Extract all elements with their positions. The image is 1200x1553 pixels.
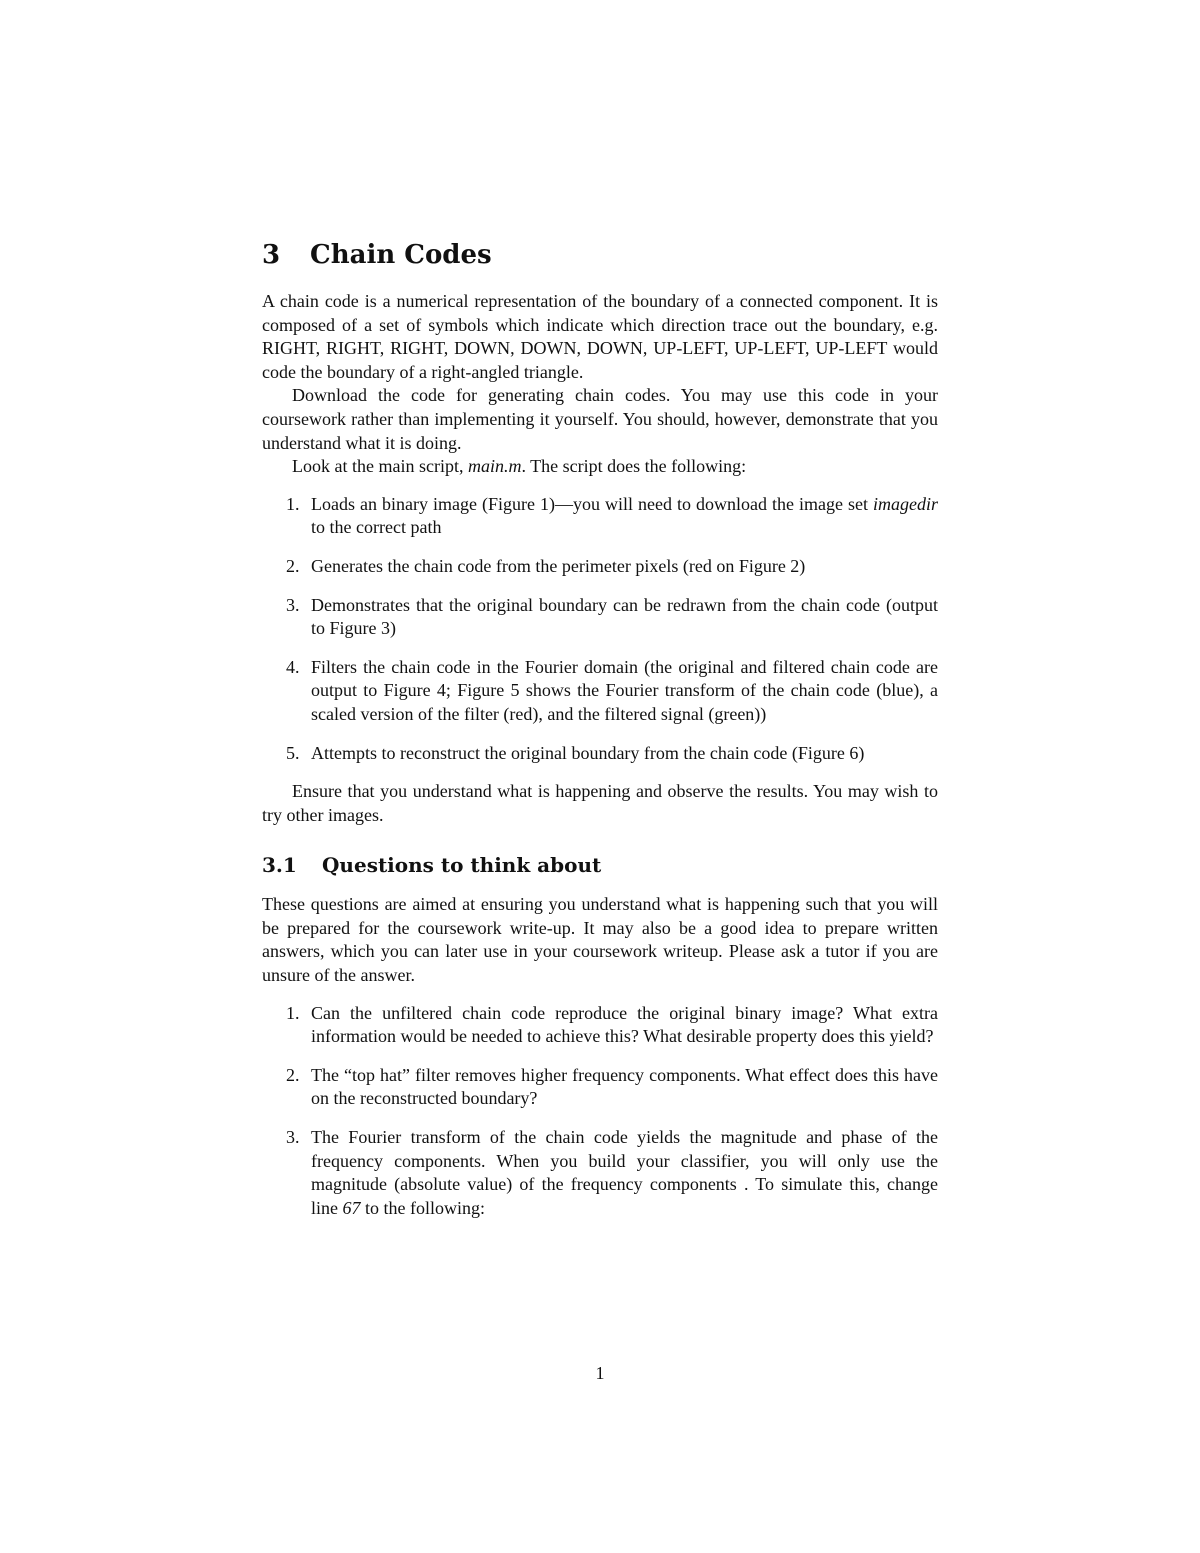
list-item: 4. Filters the chain code in the Fourier domain (the original and filtered chain code are output to Figure 4; Figure 5 shows the Fourier transform of the chain code (blue), a scaled version of the filter (red), and the filtered signal (green)): [286, 656, 938, 724]
questions-intro-paragraph: These questions are aimed at ensuring you understand what is happening such that you will be prepared for the coursework write-up. It may also be a good idea to prepare written answers, which you can later use in your coursework writeup. Please ask a tutor if you are unsure of the answer.: [262, 894, 938, 986]
subsection-title: Questions to think about: [322, 853, 602, 878]
download-paragraph: Download the code for generating chain codes. You may use this code in your coursework rather than implementing it yourself. You should, however, demonstrate that you understand what it is doing.: [262, 385, 938, 453]
list-item: 1. Loads an binary image (Figure 1)—you will need to download the image set imagedir to the correct path: [286, 493, 938, 538]
questions-list: [262, 1002, 938, 1221]
section-number: 3: [262, 240, 281, 270]
script-steps-list: [262, 493, 938, 765]
document-page: [262, 238, 938, 1235]
intro-paragraph: A chain code is a numerical representation of the boundary of a connected component. It is composed of a set of symbols which indicate which direction trace out the boundary, e.g. RIGHT, RIGHT, RIGHT, DOWN, DOWN, DOWN, UP-LEFT, UP-LEFT, UP-LEFT would code the boundary of a right-angled triangle.: [262, 291, 938, 382]
section-heading: [262, 238, 938, 272]
script-paragraph: Look at the main script, main.m. The script does the following:: [292, 456, 747, 477]
section-title: Chain Codes: [310, 240, 492, 270]
ensure-paragraph: Ensure that you understand what is happening and observe the results. You may wish to try other images.: [262, 781, 938, 825]
line-number: 67: [342, 1197, 361, 1218]
list-item: 3. The Fourier transform of the chain code yields the magnitude and phase of the frequency components. When you build your classifier, you will only use the magnitude (absolute value) of the frequency components . To simulate this, change line 67 to the following:: [286, 1127, 938, 1218]
script-filename: main.m: [467, 456, 522, 477]
page-number: 1: [595, 1363, 605, 1383]
list-item: 1. Can the unfiltered chain code reproduce the original binary image? What extra information would be needed to achieve this? What desirable property does this yield?: [286, 1002, 938, 1047]
list-item: 5. Attempts to reconstruct the original boundary from the chain code (Figure 6): [286, 742, 865, 763]
variable-name: imagedir: [873, 493, 938, 514]
list-item: 2. Generates the chain code from the perimeter pixels (red on Figure 2): [286, 555, 806, 576]
subsection-heading: [262, 851, 938, 879]
subsection-number: 3.1: [262, 853, 297, 878]
list-item: 2. The “top hat” filter removes higher frequency components. What effect does this have on the reconstructed boundary?: [286, 1064, 938, 1109]
list-item: 3. Demonstrates that the original boundary can be redrawn from the chain code (output to Figure 3): [286, 594, 938, 639]
